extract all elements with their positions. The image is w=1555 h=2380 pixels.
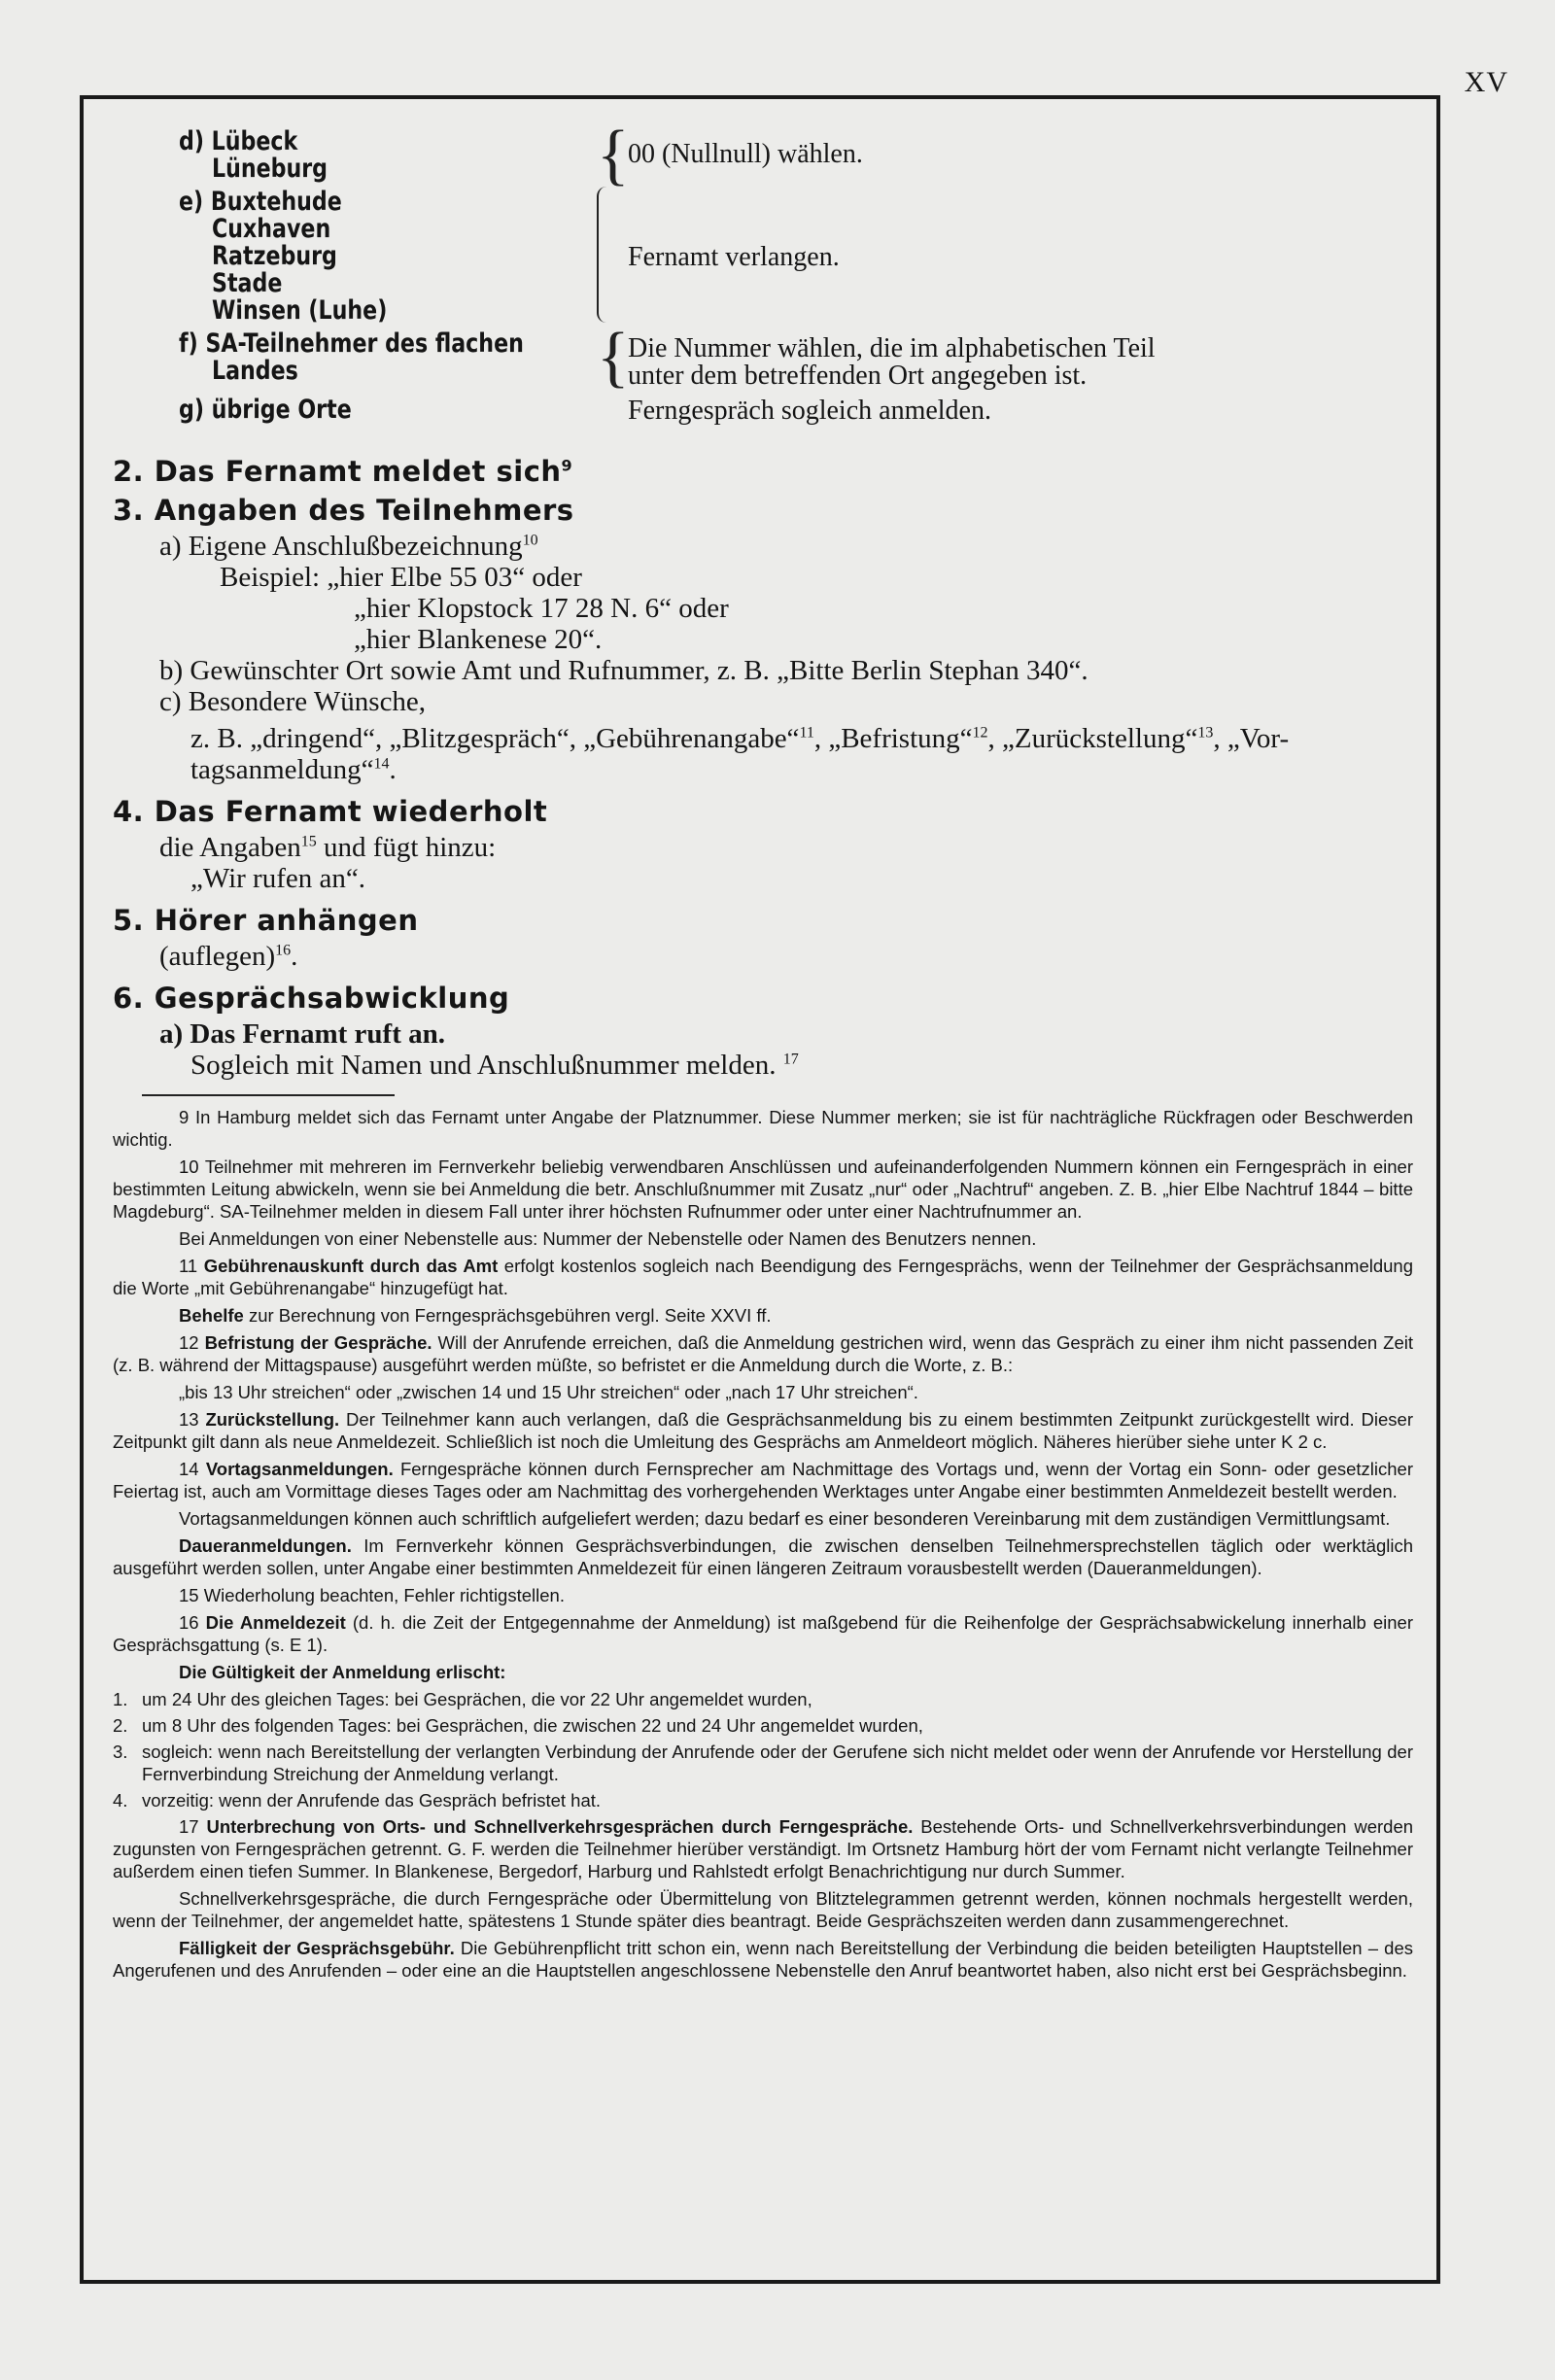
section-4-title: 4. Das Fernamt wiederholt (113, 795, 548, 828)
sec3-b: b) Gewünschter Ort sowie Amt und Rufnummer, z. B. „Bitte Berlin Stephan 340“. (159, 655, 1088, 686)
label-e3: Stade (212, 268, 283, 298)
footnote-16: 16 Die Anmeldezeit (d. h. die Zeit der Entgegennahme der Anmeldung) ist maßgebend für die Reihenfolge der Gesprächsabwickelung innerhalb einer Gesprächsgattung (s. E 1). (113, 1612, 1414, 1655)
sec4-line2: „Wir rufen an“. (190, 863, 365, 894)
footnote-10b: Bei Anmeldungen von einer Nebenstelle aus: Nummer der Nebenstelle oder Namen des Benutzers nennen. (179, 1228, 1037, 1249)
sec3-c-line1: z. B. „dringend“, „Blitzgespräch“, „Gebührenangabe“$^{11}$, „Befristung“$^{12}$, „Zurückstellung“$^{13}$, „Vor- (190, 723, 1290, 754)
sec5-line1: (auflegen)$^{16}$. (159, 941, 298, 972)
section-6-title: 6. Gesprächsabwicklung (113, 982, 510, 1015)
sec6-a: a) Das Fernamt ruft an. (159, 1018, 445, 1050)
sec3-c: c) Besondere Wünsche, (159, 686, 427, 717)
footnote-10: 10 Teilnehmer mit mehreren im Fernverkehr beliebig verwendbaren Anschlüssen und aufeinanderfolgenden Nummern können ein Ferngespräch in einer bestimmten Leitung abwickeln, wenn sie bei Anmeldung die betr. Anschlußnummer mit Zusatz „nur“ oder „Nachtruf“ angeben. Z. B. „hier Elbe Nachtruf 1844 – bitte Magdeburg“. SA-Teilnehmer melden in diesem Fall unter ihrer höchsten Rufnummer oder unter einer Nachtrufnummer an. (113, 1156, 1413, 1222)
label-f2: Landes (212, 356, 298, 386)
section-3-title: 3. Angaben des Teilnehmers (113, 494, 574, 527)
label-d2: Lüneburg (212, 154, 328, 184)
footnote-12: 12 Befristung der Gespräche. Will der Anrufende erreichen, daß die Anmeldung gestrichen wird, wenn das Gespräch zu einer ihm nicht passenden Zeit (z. B. während der Mittagspause) ausgeführt werden müßte, so befristet er die Anmeldung durch die Worte, z. B.: (113, 1332, 1414, 1375)
text-e: Fernamt verlangen. (628, 242, 840, 272)
footnote-11b: Behelfe zur Berechnung von Ferngesprächsgebühren vergl. Seite XXVI ff. (179, 1305, 772, 1326)
dialing-table (113, 118, 1413, 449)
list-item: 4. vorzeitig: wenn der Anrufende das Gespräch befristet hat. (113, 1790, 602, 1811)
label-f: f) SA-Teilnehmer des flachen (179, 328, 524, 359)
footnote-9: 9 In Hamburg meldet sich das Fernamt unter Angabe der Platznummer. Diese Nummer merken; sie ist für nachträgliche Rückfragen oder Beschwerden wichtig. (113, 1107, 1413, 1150)
footnote-divider (142, 1094, 395, 1096)
footnote-17c: Fälligkeit der Gesprächsgebühr. Die Gebührenpflicht tritt schon ein, wenn nach Bereitstellung der Verbindung die beiden beteiligten Hauptstellen – des Angerufenen und des Anrufenden – oder eine an die Hauptstellen angeschlossene Nebenstelle den Anruf beantwortet haben, also nicht erst bei Gesprächsbeginn. (113, 1938, 1414, 1981)
label-e: e) Buxtehude (179, 187, 342, 217)
footnotes (113, 1106, 1413, 1982)
text-g: Ferngespräch sogleich anmelden. (628, 396, 991, 426)
footnote-17: 17 Unterbrechung von Orts- und Schnellverkehrsgesprächen durch Ferngespräche. Bestehende Orts- und Schnellverkehrsverbindungen werden zugunsten von Ferngesprächen getrennt. G. F. werden die Teilnehmer hierüber verständigt. Im Ortsnetz Hamburg hört der vom Fernamt nicht verlangte Teilnehmer außerdem einen tiefen Summer. In Blankenese, Bergedorf, Harburg und Rahlstedt erfolgt Benachrichtigung nur durch Summer. (113, 1816, 1414, 1881)
footnote-14c: Daueranmeldungen. Im Fernverkehr können Gesprächsverbindungen, die zwischen denselben Teilnehmersprechstellen täglich oder werktäglich ausgeführt werden sollen, unter Angabe einer bestimmten Anmeldezeit für einen längeren Zeitraum vorausbestellt werden (Daueranmeldungen). (113, 1535, 1413, 1578)
footnote-17b: Schnellverkehrsgespräche, die durch Ferngespräche oder Übermittelung von Blitztelegrammen getrennt werden, können nochmals hergestellt werden, wenn der Teilnehmer, der angemeldet hatte, spätestens 1 Stunde später dies beantragt. Beide Gesprächszeiten werden dann zusammengerechnet. (113, 1888, 1413, 1931)
label-e1: Cuxhaven (212, 214, 331, 244)
footnote-14b: Vortagsanmeldungen können auch schriftlich aufgeliefert werden; dazu bedarf es einer besonderen Vereinbarung mit dem zuständigen Vermittlungsamt. (179, 1508, 1391, 1529)
sec3-a: a) Eigene Anschlußbezeichnung$^{10}$ (159, 531, 538, 562)
footnote-15: 15 Wiederholung beachten, Fehler richtigstellen. (179, 1585, 565, 1605)
section-2-title: 2. Das Fernamt meldet sich$^9$ (113, 455, 573, 488)
list-item: 2. um 8 Uhr des folgenden Tages: bei Gesprächen, die zwischen 22 und 24 Uhr angemeldet wurden, (113, 1715, 923, 1736)
sec6-a2: Sogleich mit Namen und Anschlußnummer melden. $^{17}$ (190, 1050, 799, 1081)
section-5-title: 5. Hörer anhängen (113, 904, 419, 937)
text-f1: Die Nummer wählen, die im alphabetischen Teil (628, 333, 1156, 363)
sec3-ex1: Beispiel: „hier Elbe 55 03“ oder (220, 562, 582, 593)
brace-icon (597, 187, 612, 323)
brace-icon: { (597, 118, 630, 192)
footnote-13: 13 Zurückstellung. Der Teilnehmer kann auch verlangen, daß die Gesprächsanmeldung bis zu einem bestimmten Zeitpunkt zurückgestellt wird. Dieser Zeitpunkt gilt dann als neue Anmeldezeit. Schließlich ist noch die Umleitung des Gesprächs am Anmeldeort möglich. Näheres hierüber siehe unter K 2 c. (113, 1409, 1413, 1452)
content (113, 118, 1414, 1986)
list-item: 1. um 24 Uhr des gleichen Tages: bei Gesprächen, die vor 22 Uhr angemeldet wurden, (113, 1689, 812, 1709)
footnote-12b: „bis 13 Uhr streichen“ oder „zwischen 14 und 15 Uhr streichen“ oder „nach 17 Uhr streichen“. (179, 1382, 918, 1402)
text-f2: unter dem betreffenden Ort angegeben ist. (628, 361, 1088, 391)
text-d: 00 (Nullnull) wählen. (628, 139, 863, 169)
label-e2: Ratzeburg (212, 241, 337, 271)
list-item: 3. sogleich: wenn nach Bereitstellung der verlangten Verbindung der Anrufende oder der Gerufene sich nicht meldet oder wenn der Anrufende vor Herstellung der Fernverbindung Streichung der Anmeldung verlangt. (113, 1742, 1413, 1784)
label-e4: Winsen (Luhe) (212, 295, 388, 326)
footnote-16b: Die Gültigkeit der Anmeldung erlischt: (179, 1662, 506, 1682)
sec3-c-line2: tagsanmeldung“$^{14}$. (190, 754, 397, 785)
footnote-14: 14 Vortagsanmeldungen. Ferngespräche können durch Fernsprecher am Nachmittage des Vortags und, wenn der Vortag ein Sonn- oder gesetzlicher Feiertag ist, auch am Vormittage dieses Tages oder am Nachmittag des vorhergehenden Werktages unter Angabe einer bestimmten Anmeldezeit bestellt werden. (113, 1459, 1414, 1501)
label-g: g) übrige Orte (179, 395, 352, 425)
brace-icon: { (597, 320, 630, 395)
sec4-line1: die Angaben$^{15}$ und fügt hinzu: (159, 832, 497, 863)
page-number: XV (1464, 66, 1508, 98)
footnote-11: 11 Gebührenauskunft durch das Amt erfolgt kostenlos sogleich nach Beendigung des Ferngesprächs, wenn der Teilnehmer der Gesprächsanmeldung die Worte „mit Gebührenangabe“ hinzugefügt hat. (113, 1256, 1414, 1298)
label-d: d) Lübeck (179, 126, 298, 156)
sec3-ex3: „hier Blankenese 20“. (354, 624, 603, 655)
sec3-ex2: „hier Klopstock 17 28 N. 6“ oder (354, 593, 729, 624)
page-frame (80, 95, 1440, 2284)
